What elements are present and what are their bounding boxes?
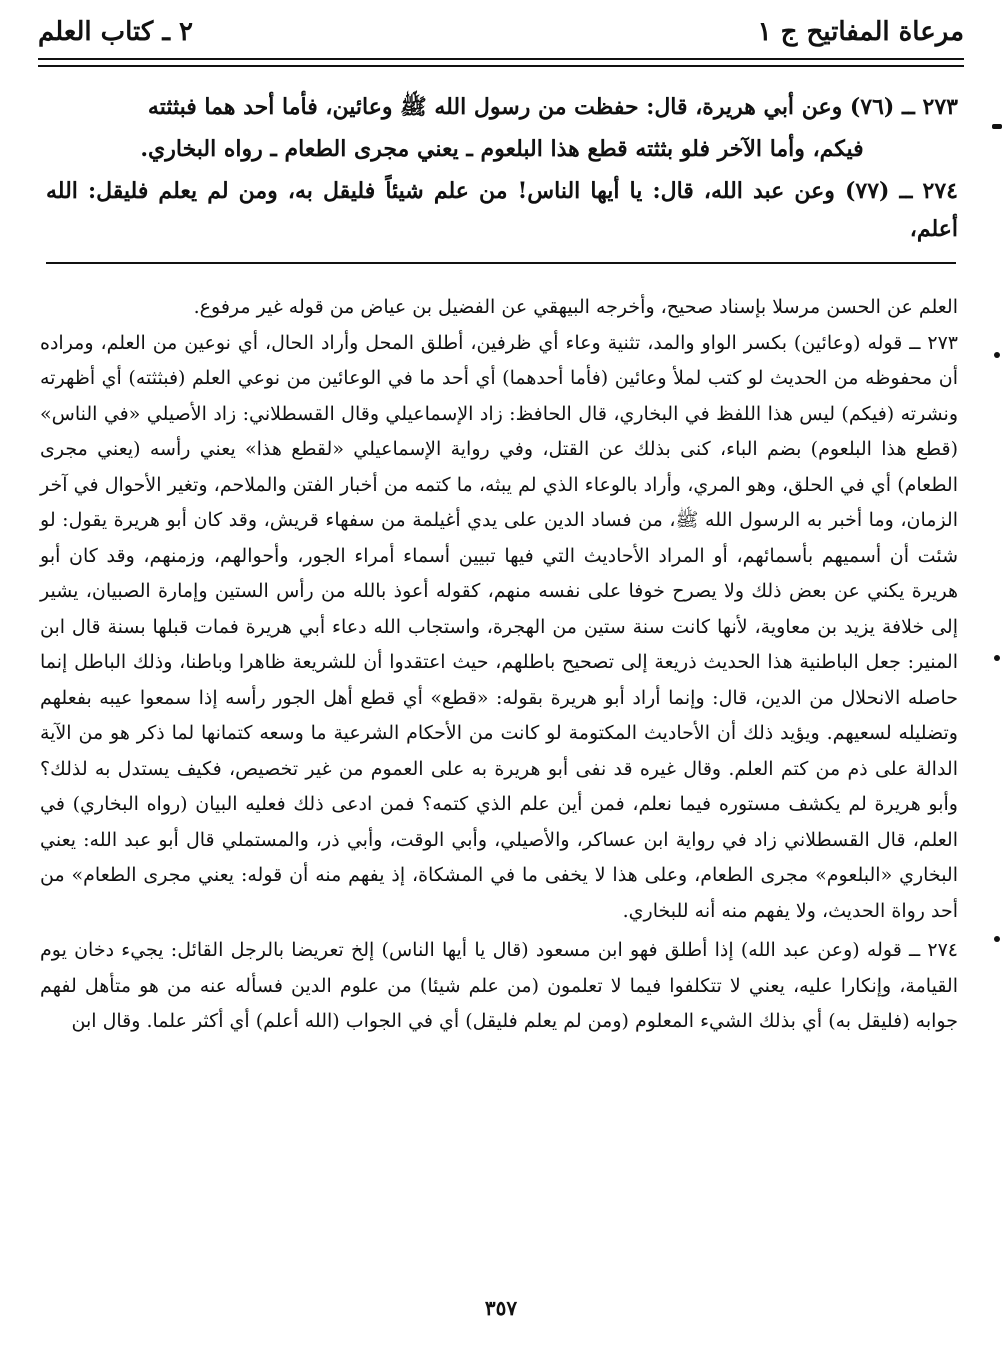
- scan-mark: [992, 124, 1002, 129]
- scan-mark: [994, 655, 1000, 661]
- hadith-273-line-1: ٢٧٣ ــ (٧٦) وعن أبي هريرة، قال: حفظت من رسول الله ﷺ وعائين، فأما أحد هما فبثثته: [147, 94, 958, 120]
- hadith-273-line-2: فيكم، وأما الآخر فلو بثثته قطع هذا البلعوم ـ يعني مجرى الطعام ـ رواه البخاري.: [140, 136, 864, 162]
- hadith-text: [46, 88, 958, 252]
- scan-mark: [994, 352, 1000, 358]
- hadith-274: ٢٧٤ ــ (٧٧) وعن عبد الله، قال: يا أيها الناس! من علم شيئاً فليقل به، ومن لم يعلم فليقل: الله أعلم،: [46, 178, 958, 242]
- commentary-paragraph-1: العلم عن الحسن مرسلا بإسناد صحيح، وأخرجه البيهقي عن الفضيل بن عياض من قوله غير مرفوع.: [193, 296, 958, 318]
- chapter-title: ٢ ـ كتاب العلم: [38, 17, 193, 47]
- commentary-paragraph-274: ٢٧٤ ــ قوله (وعن عبد الله) إذا أطلق فهو ابن مسعود (قال يا أيها الناس) إلخ تعريضا بالرجل القائل: يجيء دخان يوم القيامة، وإنكارا عليه، يعني لا تتكلفوا فيما لا تعلمون (من علم شيئا) من علوم الدين فسأله عنه من هو متأهل لفهم جوابه (فليقل به) أي بذلك الشيء المعلوم (ومن لم يعلم فليقل) أي في الجواب (الله أعلم) أي أكثر علما. وقال ابن: [40, 939, 958, 1032]
- header-double-rule: [38, 58, 964, 67]
- running-header: [38, 8, 964, 56]
- page-number: ٣٥٧: [484, 1296, 518, 1320]
- commentary-text: [40, 290, 958, 1040]
- commentary-paragraph-273: ٢٧٣ ــ قوله (وعائين) بكسر الواو والمد، تثنية وعاء أي ظرفين، أطلق المحل وأراد الحال، أي نوعين من العلم، ومراده أن محفوظه من الحديث لو كتب لملأ وعائين (فأما أحدهما) أي أحد ما في الوعائين من نوعي العلم (فبثثته) أي أظهرته ونشرته (فيكم) ليس هذا اللفظ في البخاري، قال الحافظ: زاد الإسماعيلي وقال القسطلاني: زاد الأصيلي «في الناس» (قطع هذا البلعوم) بضم الباء، كنى بذلك عن القتل، وفي رواية الإسماعيلي «لقطع هذا» يعني رأسه (يعني مجرى الطعام) أي في الحلق، وهو المري، وأراد بالوعاء الذي لم يبثه، ما كتمه من أخبار الفتن والملاحم، وتغير الأحوال في آخر الزمان، وما أخبر به الرسول الله ﷺ، من فساد الدين على يدي أغيلمة من سفهاء قريش، وقد كان أبو هريرة يقول: لو شئت أن أسميهم بأسمائهم، أو المراد الأحاديث التي فيها تبيين أسماء أمراء الجور، وأحوالهم، وزمنهم، وقد كان أبو هريرة يكني عن بعض ذلك ولا يصرح خوفا على نفسه منهم، كقوله أعوذ بالله من رأس الستين وإمارة الصبيان، يشير إلى خلافة يزيد بن معاوية، لأنها كانت سنة ستين من الهجرة، واستجاب الله دعاء أبي هريرة فمات قبلها بسنة قال ابن المنير: جعل الباطنية هذا الحديث ذريعة إلى تصحيح باطلهم، حيث اعتقدوا أن للشريعة ظاهرا وباطنا، وذلك الباطل إنما حاصله الانحلال من الدين، قال: وإنما أراد أبو هريرة بقوله: «قطع» أي قطع أهل الجور رأسه إذا سمعوا عيبه بفعلهم وتضليله لسعيهم. ويؤيد ذلك أن الأحاديث المكتومة لو كانت من الأحكام الشرعية ما وسعه كتمانها لما ذكر هو من الآية الدالة على ذم من كتم العلم. وقال غيره قد نفى أبو هريرة به على العموم من غير تخصيص، فكيف يستدل به لذلك؟ وأبو هريرة لم يكشف مستوره فيما نعلم، فمن أين علم الذي كتمه؟ فمن ادعى ذلك فعليه البيان (رواه البخاري) في العلم، قال القسطلاني زاد في رواية ابن عساكر، والأصيلي، وأبي الوقت، وأبي ذر، والمستملي قال أبو عبد الله: يعني البخاري «البلعوم» مجرى الطعام، وعلى هذا لا يخفى ما في المشكاة، إذ يفهم منه أن قوله: يعني مجرى الطعام» من أحد رواة الحديث، ولا يفهم منه أنه للبخاري.: [40, 331, 958, 922]
- book-title: مرعاة المفاتيح ج ١: [757, 17, 964, 47]
- text-separator-rule: [46, 262, 956, 264]
- scan-mark: [994, 936, 1000, 942]
